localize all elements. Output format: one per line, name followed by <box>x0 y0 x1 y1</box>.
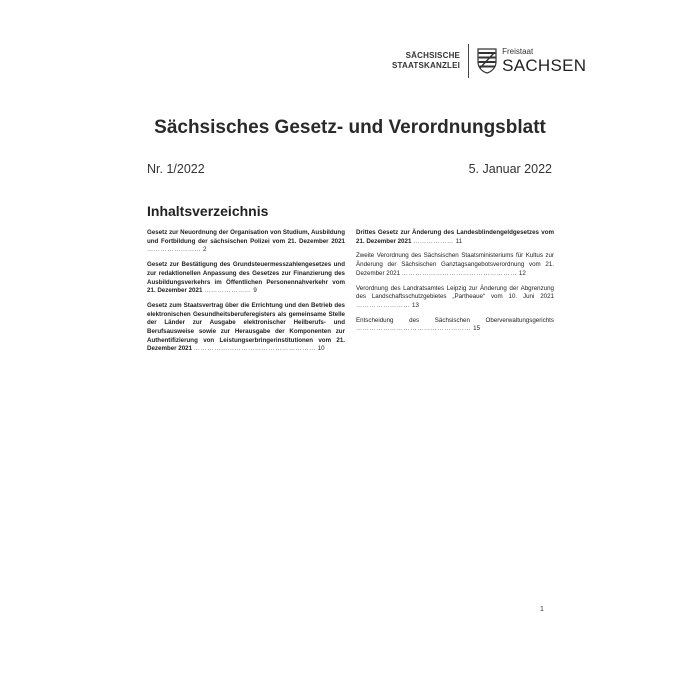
toc-heading: Inhaltsverzeichnis <box>147 203 269 219</box>
toc-entry <box>356 285 554 311</box>
toc-entry-text: Gesetz zur Bestätigung des Grundsteuermesszahlengesetzes und zur redaktionellen Anpassung des Gesetzes zur Finanzierung des Ausbildungsverkehrs im Öffentlichen Personennahverkehr vom 21. Dezember 2021 <box>147 261 345 295</box>
toc-entry <box>356 317 554 334</box>
toc-entry-page: 15 <box>473 325 481 333</box>
header-logo <box>392 44 586 78</box>
toc-leader-dots: ………………… <box>204 287 252 295</box>
toc-column-left <box>147 229 345 360</box>
saxony-coat-of-arms-icon <box>477 48 497 74</box>
kanzlei-line-1: SÄCHSISCHE <box>405 51 461 60</box>
toc-entry-text: Gesetz zum Staatsvertrag über die Errichtung und den Betrieb des elektronischen Gesundheitsberuferegisters als gemeinsame Stelle der Länder zur Ausgabe elektronischer Heilberufs- und Berufsausweise sowie zur Herausgabe der Komponenten zur Authentifizierung von Leistungserbringerinstitutionen vom 21. Dezember 2021 <box>147 301 345 353</box>
toc-entry <box>356 252 554 278</box>
toc-leader-dots: …………………… <box>356 301 411 309</box>
sachsen-label: SACHSEN <box>502 56 587 75</box>
toc-leader-dots: …………………………………………… <box>356 325 472 333</box>
toc-entry <box>356 229 554 246</box>
toc-entry-text: Drittes Gesetz zur Änderung des Landesblindengeldgesetzes vom 21. Dezember 2021 <box>356 229 554 245</box>
toc-entry-page: 11 <box>455 237 463 245</box>
issue-date: 5. Januar 2022 <box>468 162 552 176</box>
freistaat-label: Freistaat <box>502 47 534 56</box>
toc-entry-text: Verordnung des Landratsamtes Leipzig zur Änderung der Abgrenzung des Landschaftsschutzgebietes „Partheaue“ vom 10. Juni 2021 <box>356 284 554 301</box>
page-title: Sächsisches Gesetz- und Verordnungsblatt <box>154 117 546 138</box>
toc-entry-page: 12 <box>518 269 526 277</box>
freistaat-sachsen-wordmark <box>502 48 586 74</box>
toc-entry-page: 10 <box>317 345 325 353</box>
toc-entry-text: Zweite Verordnung des Sächsischen Staatsministeriums für Kultus zur Änderung der Sächsischen Ganztagsangebotsverordnung vom 21. Dezember 2021 <box>356 252 554 277</box>
logo-divider <box>468 44 469 78</box>
page-number: 1 <box>540 606 544 613</box>
toc-entry-page: 2 <box>203 246 207 254</box>
toc-entry-text: Gesetz zur Neuordnung der Organisation von Studium, Ausbildung und Fortbildung der sächsischen Polizei vom 21. Dezember 2021 <box>147 229 345 245</box>
toc-entry <box>147 229 345 255</box>
kanzlei-line-2: STAATSKANZLEI <box>392 61 461 70</box>
toc-entry-page: 9 <box>253 287 257 295</box>
issue-number: Nr. 1/2022 <box>147 162 205 176</box>
toc-leader-dots: ……………… <box>413 237 454 245</box>
toc-entry <box>147 261 345 296</box>
staatskanzlei-label <box>392 51 460 71</box>
toc-column-right <box>356 229 554 340</box>
toc-leader-dots: …………………………………………… <box>401 269 518 277</box>
toc-entry <box>147 302 345 354</box>
toc-leader-dots: …………………… <box>147 246 202 254</box>
toc-entry-text: Entscheidung des Sächsischen Oberverwaltungsgerichts <box>356 316 554 324</box>
toc-entry-page: 13 <box>412 301 419 309</box>
toc-leader-dots: ……………………………………………… <box>193 345 316 353</box>
